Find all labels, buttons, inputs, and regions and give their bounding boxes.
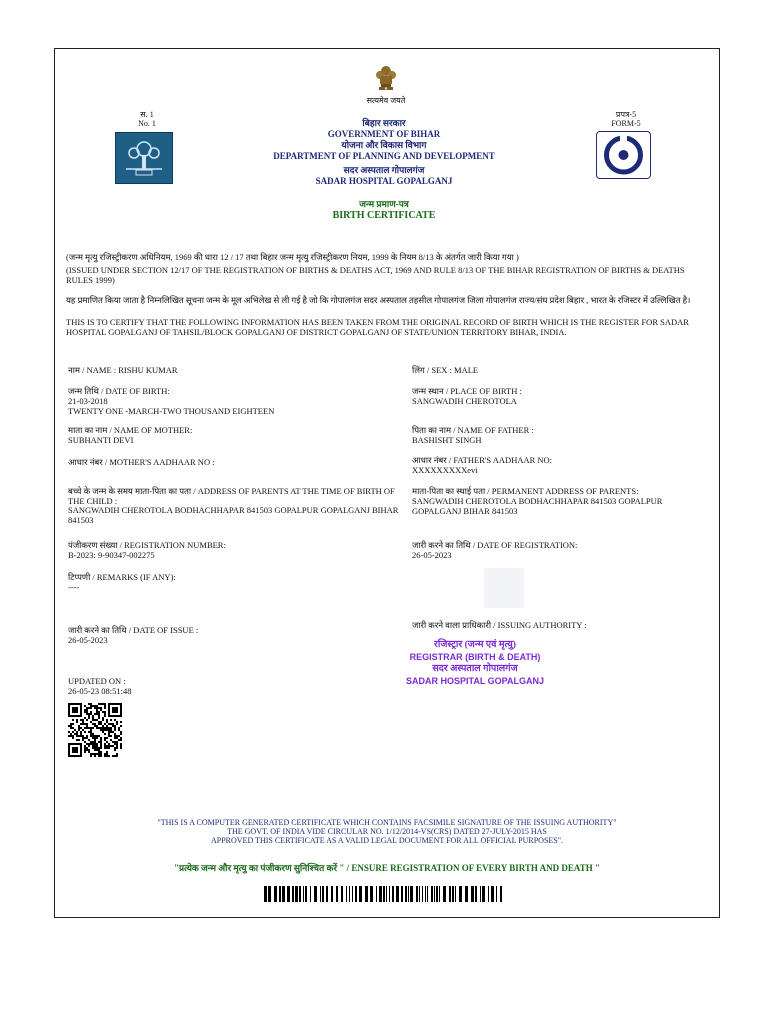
- dob-words: TWENTY ONE -MARCH-TWO THOUSAND EIGHTEEN: [68, 406, 275, 416]
- address-birth-label: बच्चे के जन्म के समय माता-पिता का पता / ADDRESS OF PARENTS AT THE TIME OF BIRTH OF THE CHILD :: [68, 486, 395, 506]
- updated-value: 26-05-23 08:51:48: [68, 686, 132, 696]
- barcode-icon: [264, 886, 502, 902]
- footer-note-2: THE GOVT. OF INDIA VIDE CIRCULAR NO. 1/12/2014-VS(CRS) DATED 27-JULY-2015 HAS: [227, 827, 547, 836]
- remarks-label: टिप्पणी / REMARKS (IF ANY):: [68, 572, 176, 582]
- state-title: GOVERNMENT OF BIHAR: [327, 129, 441, 139]
- father-value: BASHISHT SINGH: [412, 435, 482, 445]
- serial-number: No. 1: [138, 119, 156, 128]
- cert-hindi: जन्म प्रमाण-पत्र: [359, 199, 409, 209]
- issued-under-hindi: (जन्म मृत्यु रजिस्ट्रीकरण अधिनियम, 1969 की धारा 12 / 17 तथा बिहार जन्म मृत्यु रजिस्ट्रीकरण नियम, 1999 के नियम 8/13 के अंतर्गत जारी किया गया ): [66, 252, 519, 262]
- certify-text: THIS IS TO CERTIFY THAT THE FOLLOWING INFORMATION HAS BEEN TAKEN FROM THE ORIGINAL RECORD OF BIRTH WHICH IS THE REGISTER FOR SADAR HOSPITAL GOPALGANJ OF TAHSIL/BLOCK GOPALGANJ OF DISTRICT GOPALGANJ OF STATE/UNION TERRITORY BIHAR, INDIA.: [66, 317, 689, 337]
- issued-under-text: (ISSUED UNDER SECTION 12/17 OF THE REGISTRATION OF BIRTHS & DEATHS ACT, 1969 AND RULE 8/13 OF THE BIHAR REGISTRATION OF BIRTHS & DEATHS RULES 1999): [66, 265, 685, 285]
- authority-line-hindi: रजिस्ट्रार (जन्म एवं मृत्यु): [434, 640, 516, 650]
- reg-no-label: पंजीकरण संख्या / REGISTRATION NUMBER:: [68, 540, 226, 550]
- ashoka-emblem-icon: [372, 62, 400, 94]
- form-hindi: प्रपत्र-5: [615, 110, 637, 119]
- mother-label: माता का नाम / NAME OF MOTHER:: [68, 425, 193, 435]
- address-perm-label: माता-पिता का स्थाई पता / PERMANENT ADDRESS OF PARENTS:: [412, 486, 639, 496]
- authority-line-en: REGISTRAR (BIRTH & DEATH): [409, 652, 541, 662]
- dept-title: DEPARTMENT OF PLANNING AND DEVELOPMENT: [273, 151, 495, 161]
- qr-code-icon: [68, 703, 122, 757]
- serial-hindi: स. 1: [140, 110, 154, 119]
- reg-no-value: B-2023: 9-90347-002275: [68, 550, 155, 560]
- father-aadhaar-value: XXXXXXXXXevi: [412, 465, 478, 475]
- address-birth-value: SANGWADIH CHEROTOLA BODHACHHAPAR 841503 GOPALPUR GOPALGANJ BIHAR 841503: [68, 505, 399, 525]
- signature-placeholder: [484, 568, 524, 608]
- slogan-text: "प्रत्येक जन्म और मृत्यु का पंजीकरण सुनिश्चित करें " / ENSURE REGISTRATION OF EVERY BIRTH AND DEATH ": [173, 863, 600, 873]
- hospital-title: SADAR HOSPITAL GOPALGANJ: [315, 176, 453, 186]
- pob-label: जन्म स्थान / PLACE OF BIRTH :: [412, 386, 522, 396]
- certify-hindi: यह प्रमाणित किया जाता है निम्नलिखित सूचना जन्म के मूल अभिलेख से ली गई है जो कि गोपालगंज सदर अस्पताल तहसील गोपालगंज जिला गोपालगंज राज्य/संघ प्रदेश बिहार , भारत के रजिस्टर में उल्लिखित है।: [66, 295, 691, 305]
- form-number: FORM-5: [611, 119, 641, 128]
- footer-note-1: "THIS IS A COMPUTER GENERATED CERTIFICATE WHICH CONTAINS FACSIMILE SIGNATURE OF THE ISSUING AUTHORITY": [157, 818, 617, 827]
- dept-hindi: योजना और विकास विभाग: [341, 140, 427, 150]
- remarks-value: ----: [68, 582, 80, 592]
- mother-aadhaar-label: आधार नंबर / MOTHER'S AADHAAR NO :: [68, 457, 215, 467]
- hospital-hindi: सदर अस्पताल गोपालगंज: [343, 165, 425, 175]
- father-aadhaar-label: आधार नंबर / FATHER'S AADHAAR NO:: [412, 455, 553, 465]
- crs-logo-icon: [596, 131, 651, 179]
- updated-label: UPDATED ON :: [68, 676, 126, 686]
- reg-date-value: 26-05-2023: [412, 550, 452, 560]
- dob-value: 21-03-2018: [68, 396, 108, 406]
- mother-value: SUBHANTI DEVI: [68, 435, 134, 445]
- bihar-tree-logo-icon: [115, 132, 173, 184]
- state-hindi: बिहार सरकार: [362, 118, 406, 128]
- emblem-motto: सत्यमेव जयते: [366, 96, 406, 105]
- issue-date-label: जारी करने का तिथि / DATE OF ISSUE :: [68, 625, 199, 635]
- authority-label: जारी करने वाला प्राधिकारी / ISSUING AUTHORITY :: [412, 620, 587, 630]
- dob-label: जन्म तिथि / DATE OF BIRTH:: [68, 386, 170, 396]
- reg-date-label: जारी करने का तिथि / DATE OF REGISTRATION:: [412, 540, 578, 550]
- child-sex: लिंग / SEX : MALE: [412, 365, 479, 375]
- pob-value: SANGWADIH CHEROTOLA: [412, 396, 517, 406]
- footer-note-3: APPROVED THIS CERTIFICATE AS A VALID LEGAL DOCUMENT FOR ALL OFFICIAL PURPOSES".: [210, 836, 564, 845]
- authority-hospital-hindi: सदर अस्पताल गोपालगंज: [432, 664, 518, 674]
- address-perm-value: SANGWADIH CHEROTOLA BODHACHHAPAR 841503 GOPALPUR GOPALGANJ BIHAR 841503: [412, 496, 663, 516]
- issue-date-value: 26-05-2023: [68, 635, 108, 645]
- authority-hospital-en: SADAR HOSPITAL GOPALGANJ: [405, 676, 544, 686]
- cert-title: BIRTH CERTIFICATE: [332, 210, 436, 221]
- child-name: नाम / NAME : RISHU KUMAR: [68, 365, 178, 375]
- father-label: पिता का नाम / NAME OF FATHER :: [412, 425, 534, 435]
